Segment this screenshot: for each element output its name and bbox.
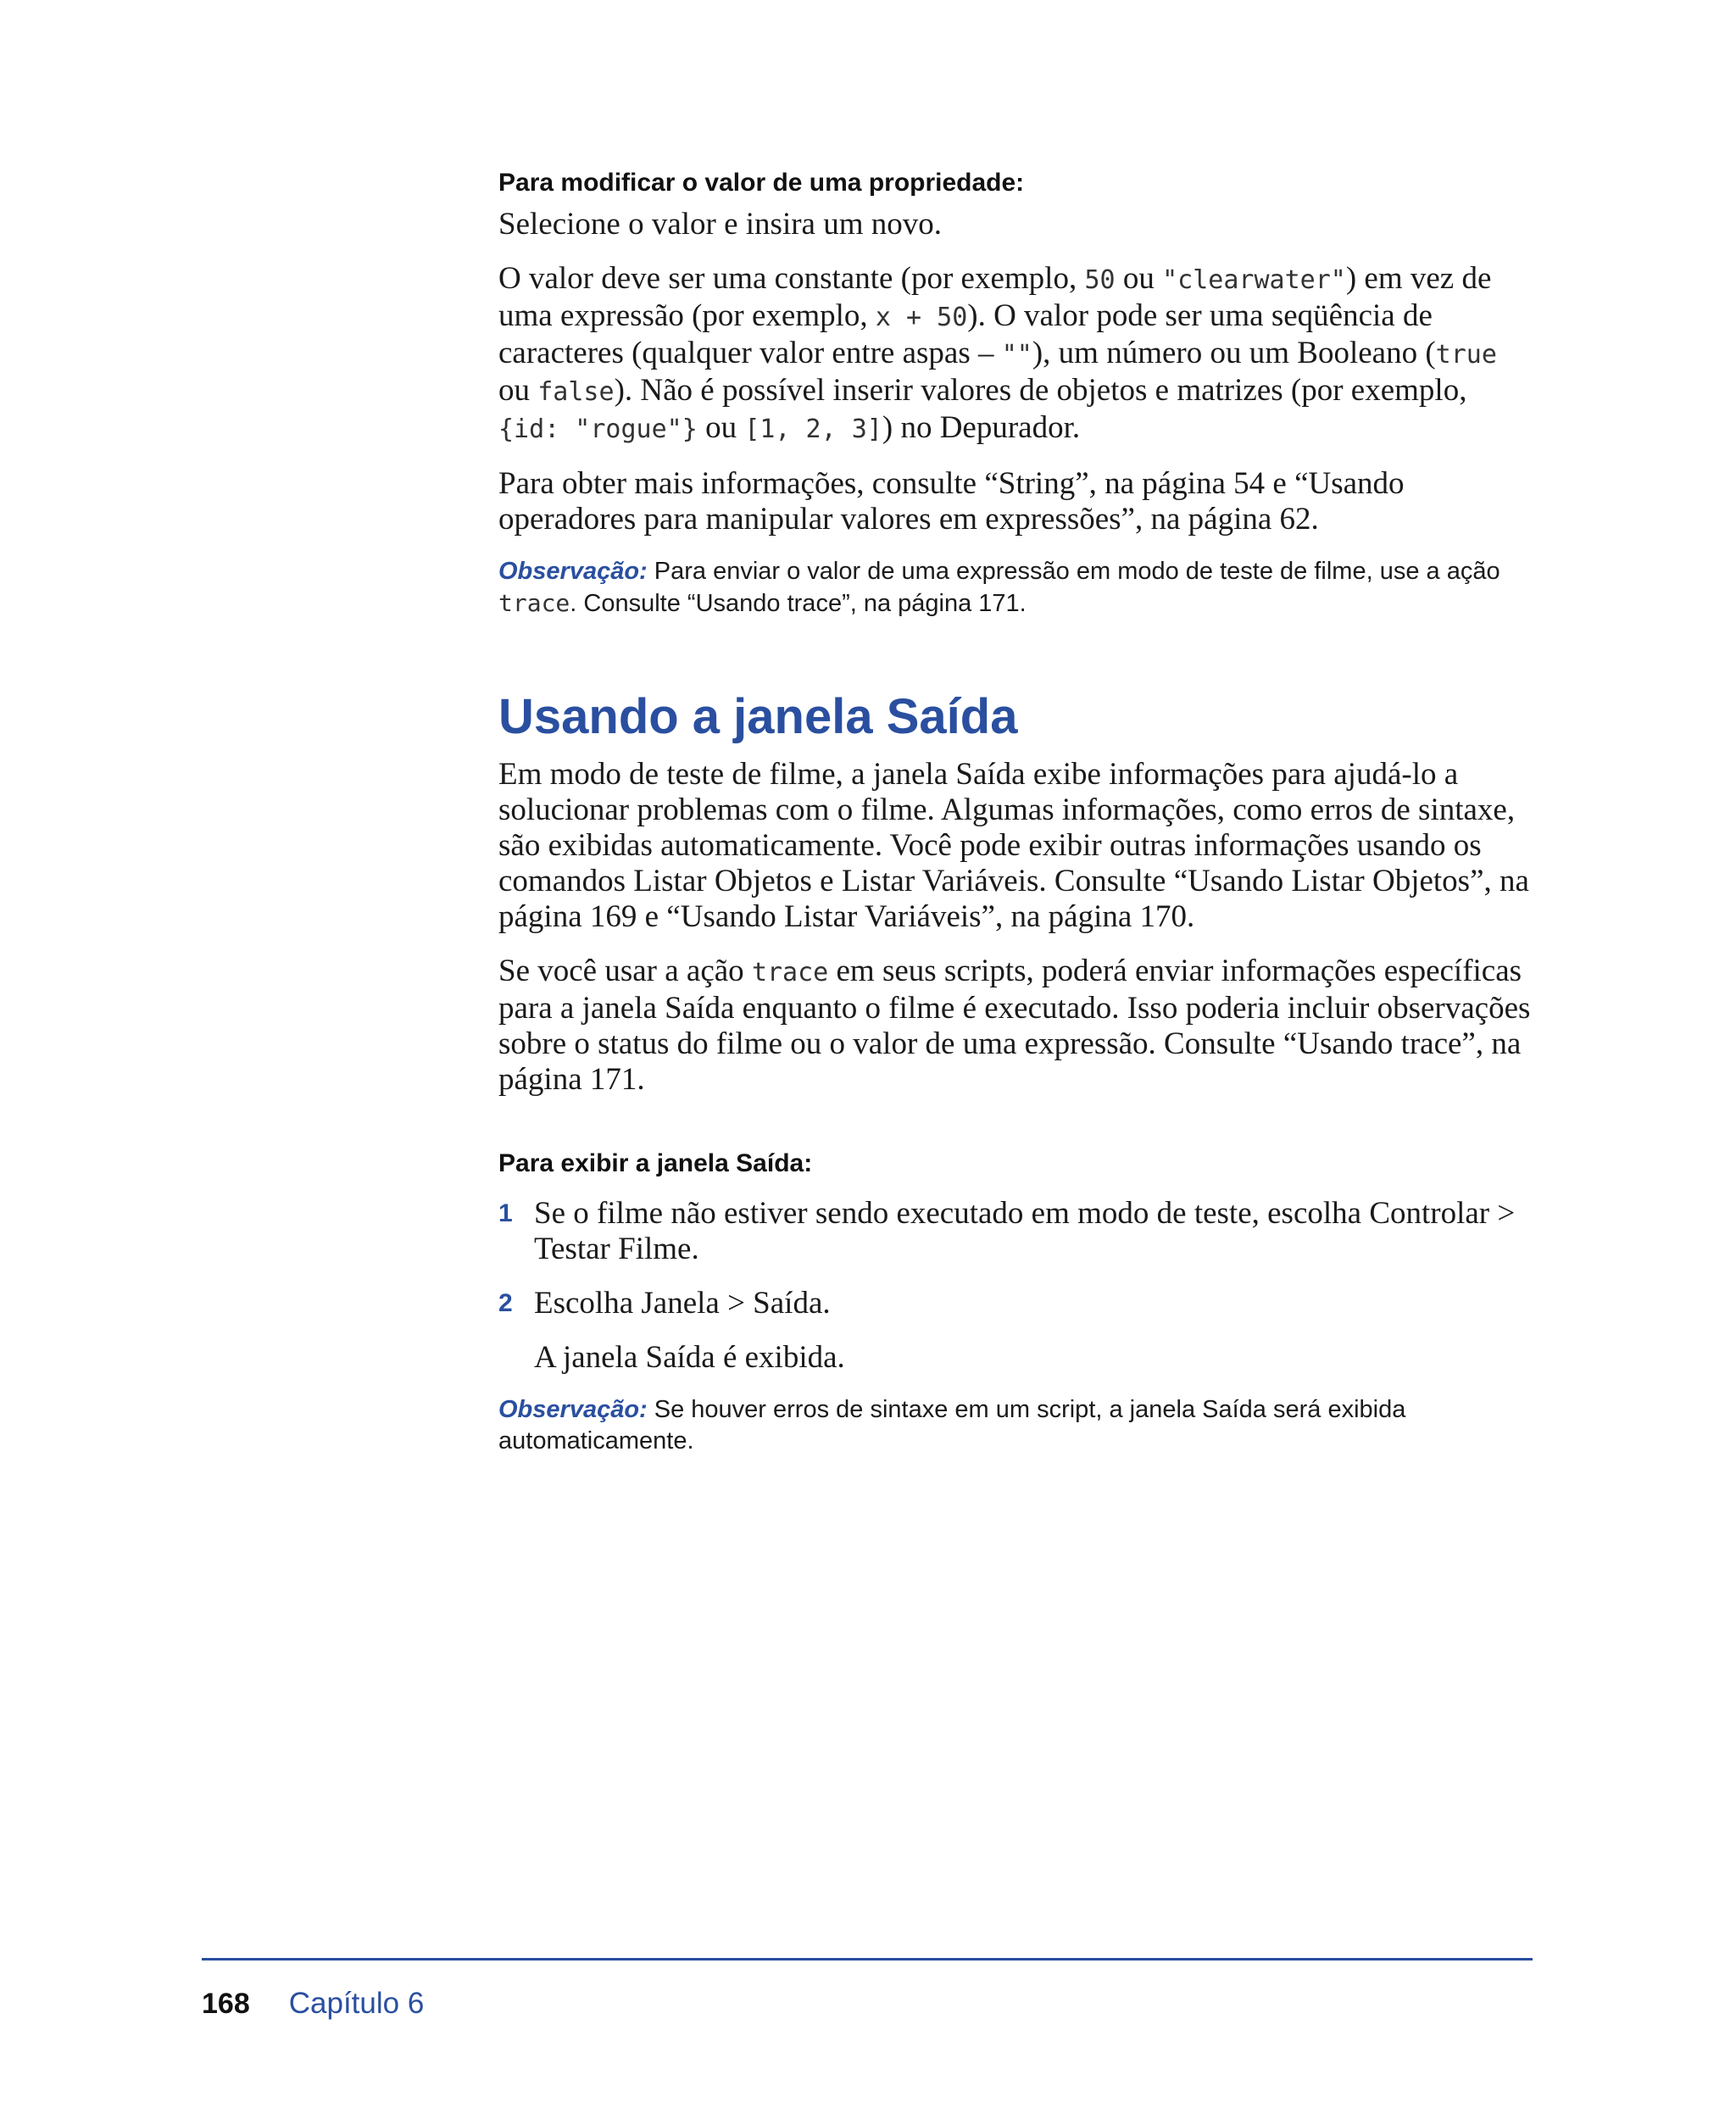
code-run: x + 50 (875, 303, 968, 332)
code-run: true (1435, 340, 1497, 370)
text-run: O valor deve ser uma constante (por exemplo, (498, 261, 1085, 296)
code-run: {id: "rogue"} (498, 414, 698, 444)
paragraph-trace-action (498, 954, 1533, 1098)
page-footer (202, 1987, 424, 2021)
text-run: Se houver erros de sintaxe em um script, a janela Saída será exibida automaticamente. (498, 1396, 1406, 1454)
step-text: Se o filme não estiver sendo executado em modo de teste, escolha Controlar > Testar Filme. (534, 1196, 1516, 1266)
text-run: ou (697, 410, 745, 445)
step-list (498, 1196, 1533, 1376)
text-run: Se você usar a ação (498, 954, 752, 988)
page-content (498, 166, 1533, 1476)
code-run: trace (498, 589, 570, 617)
text-run: ), um número ou um Booleano ( (1032, 336, 1436, 370)
code-run: trace (751, 958, 829, 987)
code-run: 50 (1084, 265, 1116, 295)
code-run: "clearwater" (1162, 265, 1346, 295)
text-run: . Consulte “Usando trace”, na página 171. (570, 590, 1027, 617)
text-run: ) em vez de uma expressão (por exemplo, (498, 261, 1492, 333)
text-run: ) no Depurador. (882, 410, 1081, 445)
procedure-heading-modify-value: Para modificar o valor de uma propriedade: (498, 169, 1025, 197)
text-run: ou (1115, 261, 1163, 296)
list-item (498, 1286, 1533, 1321)
text-run: ou (498, 373, 538, 408)
text-run: ). Não é possível inserir valores de objetos e matrizes (por exemplo, (614, 373, 1467, 408)
step-result: A janela Saída é exibida. (534, 1340, 845, 1375)
section-title: Usando a janela Saída (498, 689, 1018, 744)
step-number: 1 (498, 1199, 513, 1227)
code-run: false (537, 377, 615, 407)
note-label: Observação: (498, 1396, 648, 1423)
paragraph-output-window-intro: Em modo de teste de filme, a janela Saída exibe informações para ajudá-lo a solucionar problemas com o filme. Algumas informações, como erros de sintaxe, são exibidas automaticamente. Você pode exibir outras informações usando os comandos Listar Objetos e Listar Variáveis. Consulte “Usando Listar Objetos”, na página 169 e “Usando Listar Variáveis”, na página 170. (498, 757, 1529, 934)
note-label: Observação: (498, 558, 648, 585)
text-run: em seus scripts, poderá enviar informações específicas para a janela Saída enquanto o filme é executado. Isso poderia incluir observações sobre o status do filme ou o valor de uma expressão. Consulte “Usando trace”, na página 171. (498, 954, 1531, 1097)
paragraph-more-info: Para obter mais informações, consulte “String”, na página 54 e “Usando operadores para manipular valores em expressões”, na página 62. (498, 466, 1405, 537)
code-run: [1, 2, 3] (744, 414, 882, 444)
text-run: Para enviar o valor de uma expressão em modo de teste de filme, use a ação (647, 558, 1500, 585)
chapter-label: Capítulo 6 (288, 1987, 425, 2020)
list-item (498, 1196, 1533, 1267)
step-number: 2 (498, 1289, 513, 1317)
code-run: "" (1001, 340, 1032, 370)
footer-rule (202, 1958, 1533, 1960)
text-run: ). O valor pode ser uma seqüência de caracteres (qualquer valor entre aspas – (498, 298, 1433, 370)
procedure-heading-show-output: Para exibir a janela Saída: (498, 1149, 813, 1177)
paragraph-value-constant (498, 261, 1533, 448)
note-syntax-errors (498, 1394, 1533, 1457)
note-trace (498, 556, 1533, 620)
page-number: 168 (202, 1988, 250, 2020)
paragraph-select-value: Selecione o valor e insira um novo. (498, 207, 943, 242)
step-text: Escolha Janela > Saída. (534, 1286, 831, 1321)
